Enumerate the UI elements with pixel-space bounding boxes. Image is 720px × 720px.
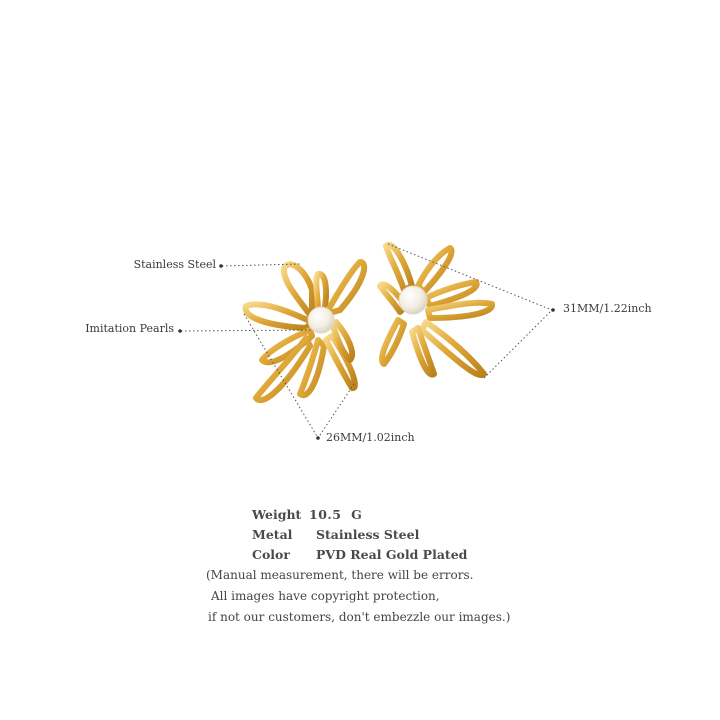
dot-pearls (178, 329, 182, 333)
petal (382, 320, 404, 364)
spec-row-color (252, 545, 467, 565)
dot-height (551, 308, 555, 312)
spec-row-weight (252, 505, 467, 525)
spec-key: Color (252, 547, 290, 562)
left-earring (246, 262, 365, 400)
right-earring (380, 245, 492, 375)
petal (326, 262, 364, 314)
spec-value: Stainless Steel (316, 527, 420, 542)
spec-value: 10.5 G (309, 507, 363, 522)
spec-value: PVD Real Gold Plated (316, 547, 468, 562)
dot-width (316, 436, 320, 440)
dot-steel (219, 264, 223, 268)
spec-key: Metal (252, 527, 293, 542)
height-line-b (484, 310, 552, 378)
note-line: All images have copyright protection, (211, 589, 440, 603)
note-line: (Manual measurement, there will be errors. (206, 568, 474, 582)
spec-row-metal (252, 525, 467, 545)
specs-table (252, 505, 467, 565)
label-width-measurement: 26MM/1.02inch (326, 431, 415, 444)
label-stainless-steel: Stainless Steel (133, 258, 216, 271)
label-imitation-pearls: Imitation Pearls (85, 322, 174, 335)
left-pearl (308, 307, 334, 333)
petal (418, 248, 452, 292)
petal (316, 274, 326, 312)
width-line-b (318, 384, 354, 438)
spec-key: Weight (252, 507, 302, 522)
callout-lines (181, 244, 552, 438)
callout-line-pearls (181, 330, 312, 331)
label-height-measurement: 31MM/1.22inch (563, 302, 652, 315)
note-line: if not our customers, don't embezzle our images.) (208, 610, 511, 624)
callout-dots (178, 264, 555, 440)
disclaimer-notes (206, 565, 510, 628)
right-pearl (399, 286, 427, 314)
